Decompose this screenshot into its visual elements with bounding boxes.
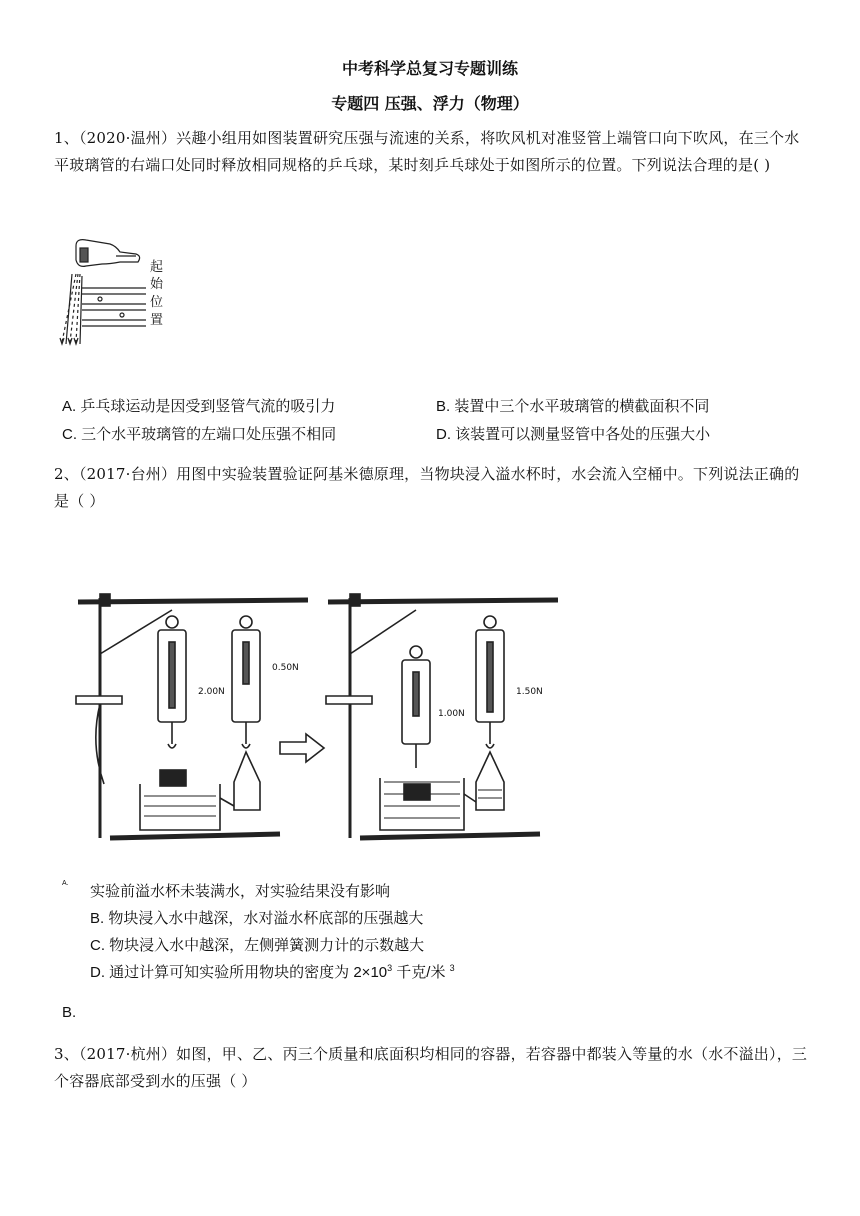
q2-option-d	[90, 961, 455, 982]
q2-option-d-unit: 千克/米	[392, 964, 450, 981]
q1-option-c: C. 三个水平玻璃管的左端口处压强不相同	[62, 426, 337, 443]
right-scale-reading: 0.50N	[272, 663, 299, 673]
question-2-figure	[70, 584, 560, 854]
figure-label-3: 位	[150, 295, 164, 310]
document-title: 中考科学总复习专题训练	[341, 59, 518, 78]
question-1-text: 1、（2020·温州）兴趣小组用如图装置研究压强与流速的关系，将吹风机对准竖管上端管口向下吹风，在三个水平玻璃管的右端口处同时释放相同规格的乒乓球，某时刻乒乓球处于如图所示的位置。下列说法合理的是( )	[54, 129, 800, 174]
figure-label-1: 起	[150, 260, 164, 275]
q1-option-b: B. 装置中三个水平玻璃管的横截面积不同	[436, 398, 710, 415]
q2-option-a-marker: A.	[62, 880, 69, 887]
figure-label-4: 置	[150, 313, 164, 328]
q2-option-d-exponent-2: 3	[449, 963, 455, 973]
figure-label-2: 始	[150, 277, 164, 292]
right-scale-reading-after: 1.50N	[516, 687, 543, 697]
q2-answer: B.	[62, 1004, 77, 1021]
question-3-text: 3、（2017·杭州）如图，甲、乙、丙三个质量和底面积均相同的容器，若容器中都装入等量的水（水不溢出），三个容器底部受到水的压强（ ）	[54, 1045, 808, 1090]
q2-option-b: B. 物块浸入水中越深，水对溢水杯底部的压强越大	[90, 910, 424, 927]
document-subtitle: 专题四 压强、浮力（物理）	[331, 94, 529, 113]
q2-option-d-exponent-1: 3	[387, 963, 393, 973]
left-scale-reading: 2.00N	[198, 687, 225, 697]
q1-option-a: A. 乒乓球运动是因受到竖管气流的吸引力	[62, 398, 336, 415]
q1-option-d: D. 该装置可以测量竖管中各处的压强大小	[436, 426, 711, 443]
q2-option-a: 实验前溢水杯未装满水，对实验结果没有影响	[90, 883, 391, 900]
question-1-figure	[50, 234, 180, 352]
question-2-text: 2、（2017·台州）用图中实验装置验证阿基米德原理，当物块浸入溢水杯时，水会流入空桶中。下列说法正确的是（ ）	[54, 465, 800, 510]
q2-option-c: C. 物块浸入水中越深，左侧弹簧测力计的示数越大	[90, 937, 425, 954]
left-scale-reading-after: 1.00N	[438, 709, 465, 719]
q2-option-d-text: D. 通过计算可知实验所用物块的密度为 2×10	[90, 964, 388, 981]
